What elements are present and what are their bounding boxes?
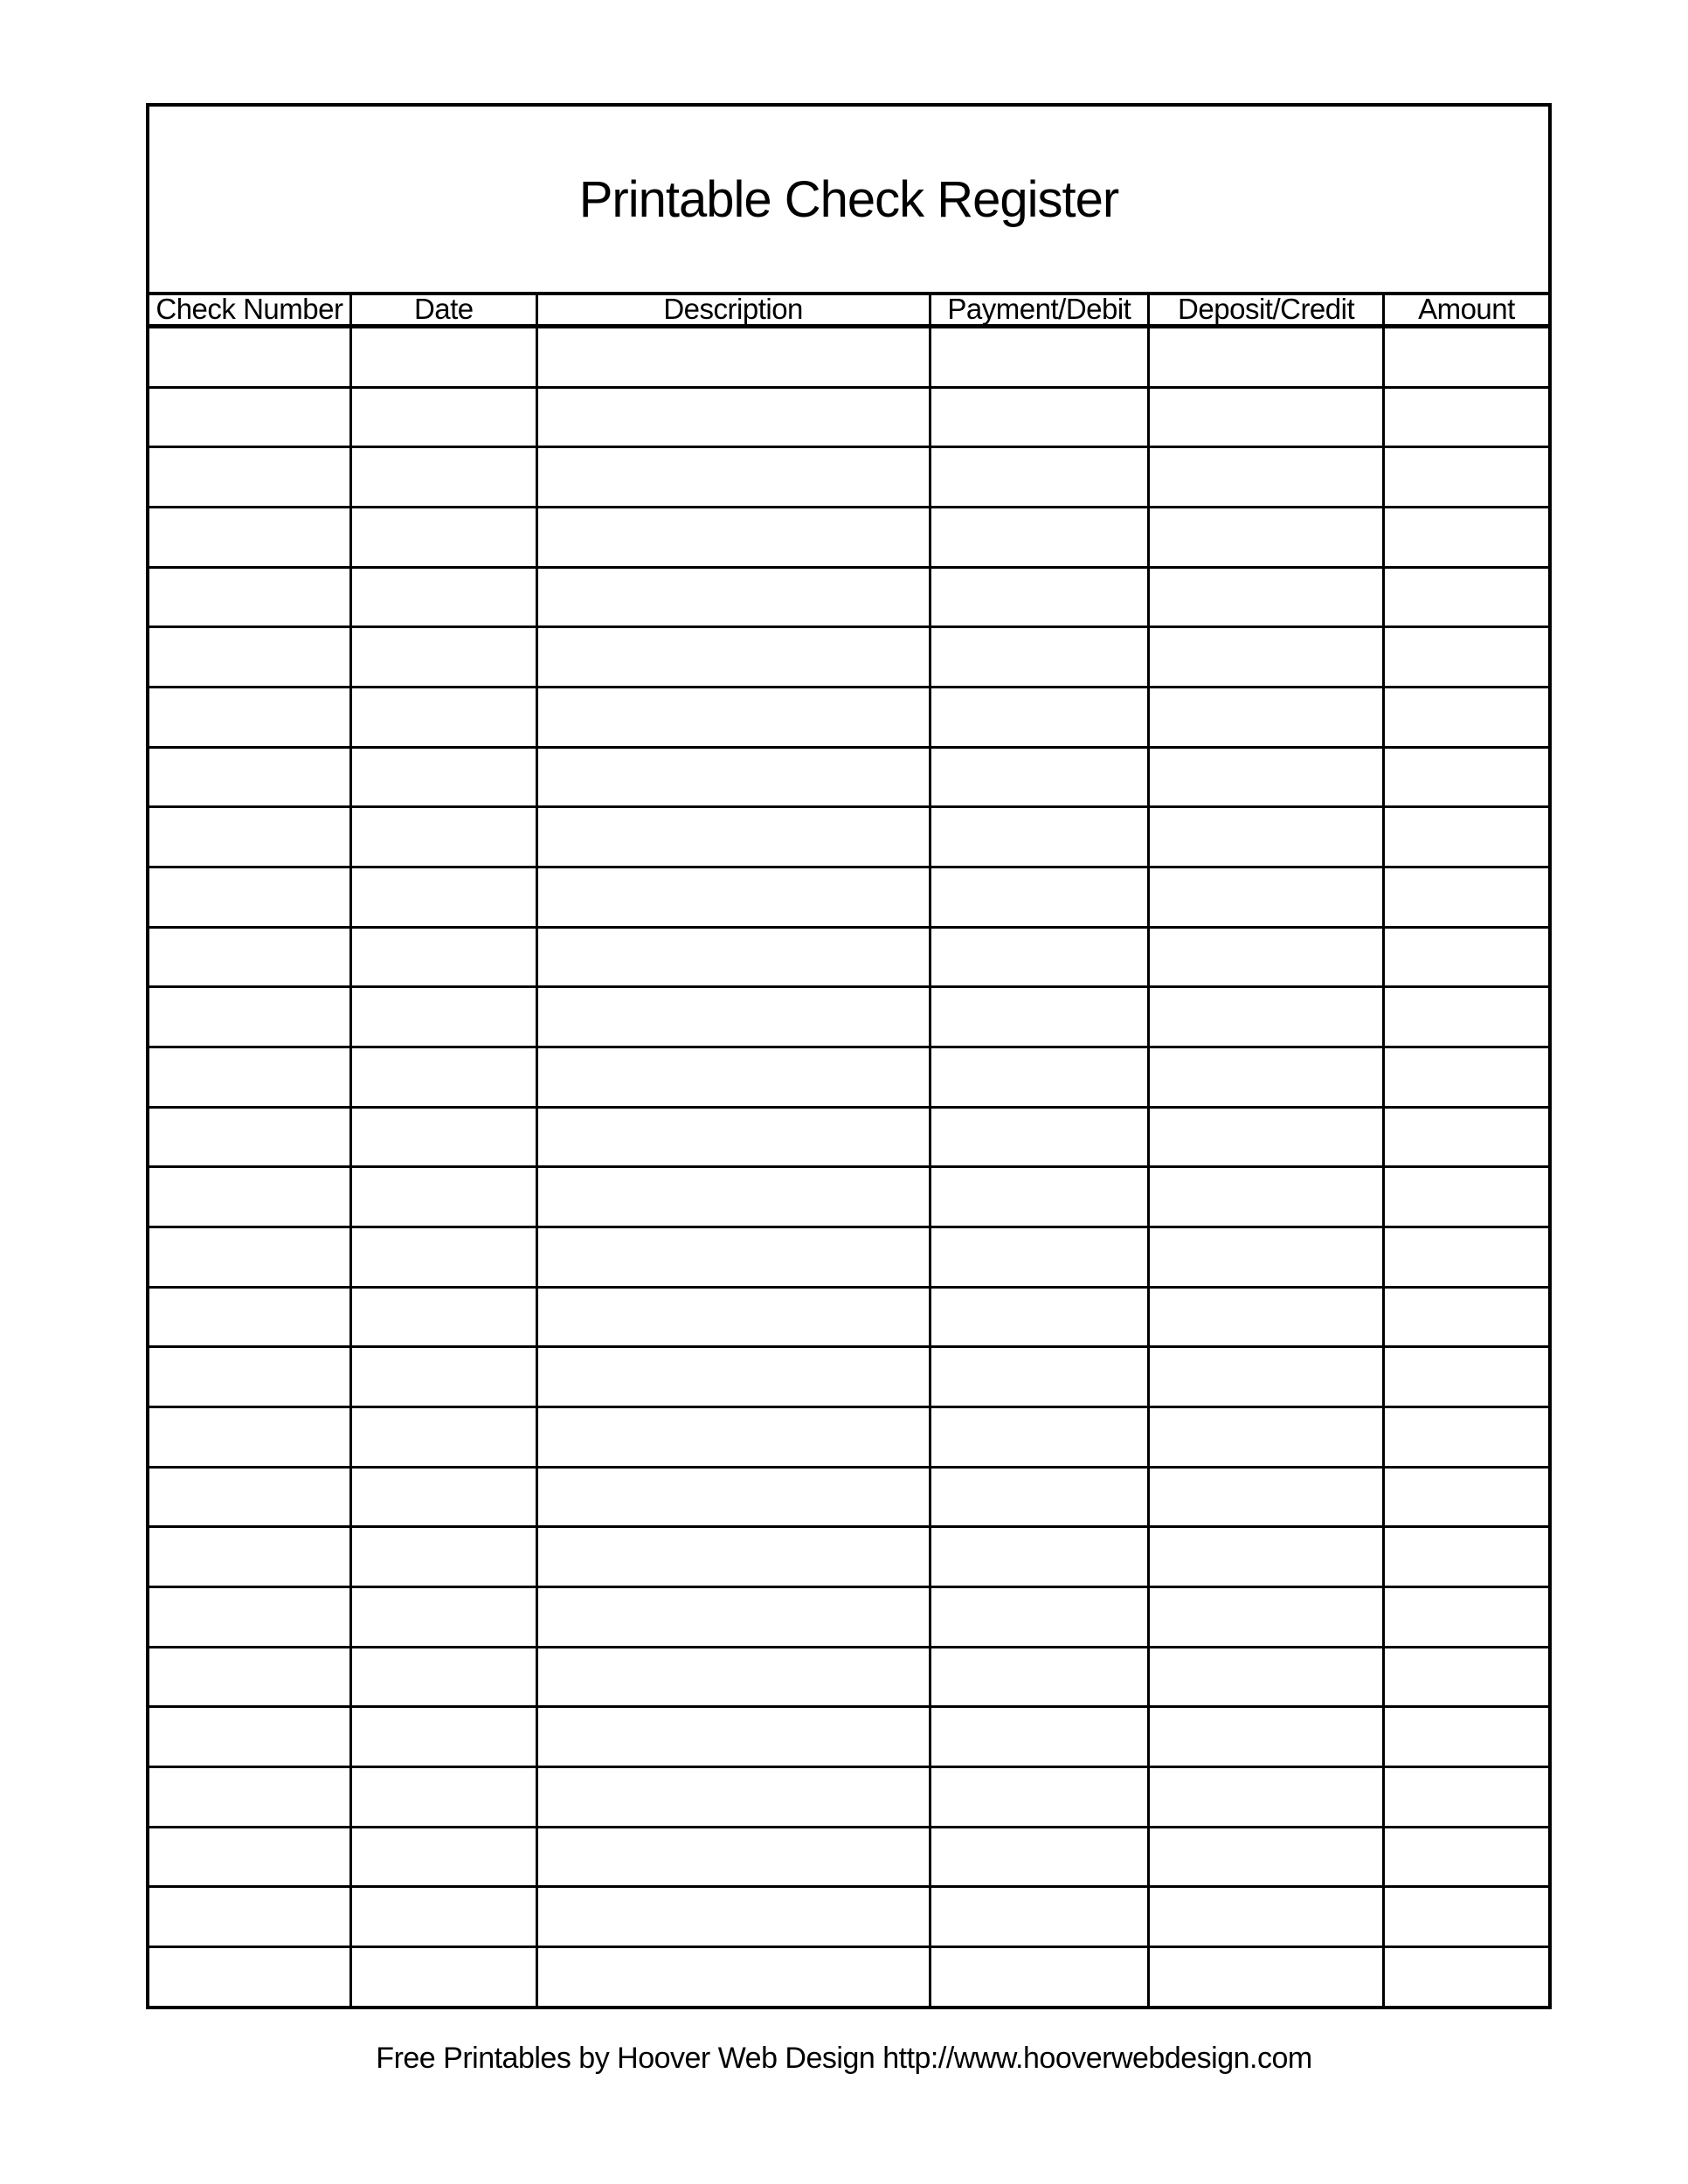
table-header-row <box>149 295 1548 328</box>
register-cell-empty <box>1385 929 1548 986</box>
register-cell-empty <box>538 1828 931 1886</box>
column-header-check-number: Check Number <box>149 295 352 324</box>
register-cell-empty <box>149 1648 352 1706</box>
register-cell-empty <box>931 1408 1151 1466</box>
register-cell-empty <box>1385 1469 1548 1526</box>
register-cell-empty <box>538 808 931 866</box>
register-cell-empty <box>931 1588 1151 1646</box>
register-cell-empty <box>538 868 931 926</box>
register-row <box>149 448 1548 508</box>
register-cell-empty <box>352 1408 538 1466</box>
register-cell-empty <box>931 448 1151 506</box>
register-cell-empty <box>931 1348 1151 1406</box>
register-cell-empty <box>149 569 352 626</box>
register-cell-empty <box>1150 808 1385 866</box>
register-cell-empty <box>352 749 538 806</box>
register-cell-empty <box>149 328 352 386</box>
register-cell-empty <box>1150 1708 1385 1766</box>
page-title: Printable Check Register <box>578 170 1119 228</box>
register-cell-empty <box>1385 1648 1548 1706</box>
register-cell-empty <box>538 1648 931 1706</box>
register-cell-empty <box>1385 508 1548 566</box>
register-cell-empty <box>149 1768 352 1826</box>
register-row <box>149 688 1548 749</box>
register-cell-empty <box>1150 749 1385 806</box>
register-row <box>149 1648 1548 1709</box>
register-row <box>149 1828 1548 1889</box>
register-cell-empty <box>538 1289 931 1346</box>
register-row <box>149 988 1548 1048</box>
register-cell-empty <box>149 1888 352 1946</box>
register-row <box>149 1228 1548 1289</box>
register-cell-empty <box>352 688 538 746</box>
register-cell-empty <box>538 1348 931 1406</box>
register-cell-empty <box>352 448 538 506</box>
register-cell-empty <box>149 1228 352 1286</box>
register-cell-empty <box>931 1469 1151 1526</box>
register-cell-empty <box>352 1228 538 1286</box>
register-cell-empty <box>538 448 931 506</box>
register-cell-empty <box>149 749 352 806</box>
register-row <box>149 1048 1548 1109</box>
register-row <box>149 1289 1548 1349</box>
register-cell-empty <box>1385 389 1548 446</box>
register-cell-empty <box>149 868 352 926</box>
register-cell-empty <box>1150 1528 1385 1586</box>
register-cell-empty <box>1150 1348 1385 1406</box>
register-cell-empty <box>931 1228 1151 1286</box>
register-cell-empty <box>538 1528 931 1586</box>
register-cell-empty <box>149 688 352 746</box>
register-row <box>149 328 1548 389</box>
register-cell-empty <box>1385 1768 1548 1826</box>
register-cell-empty <box>931 929 1151 986</box>
register-cell-empty <box>538 929 931 986</box>
register-cell-empty <box>931 1289 1151 1346</box>
register-cell-empty <box>352 1828 538 1886</box>
register-cell-empty <box>538 569 931 626</box>
register-cell-empty <box>931 1888 1151 1946</box>
register-cell-empty <box>931 808 1151 866</box>
register-cell-empty <box>931 1708 1151 1766</box>
register-row <box>149 1888 1548 1948</box>
register-cell-empty <box>1385 1048 1548 1106</box>
register-row <box>149 808 1548 868</box>
register-cell-empty <box>1385 1109 1548 1166</box>
register-cell-empty <box>1385 808 1548 866</box>
register-cell-empty <box>149 1289 352 1346</box>
register-cell-empty <box>1150 448 1385 506</box>
register-cell-empty <box>149 1168 352 1226</box>
register-cell-empty <box>149 389 352 446</box>
register-cell-empty <box>352 808 538 866</box>
register-cell-empty <box>1385 1228 1548 1286</box>
register-cell-empty <box>931 1168 1151 1226</box>
register-cell-empty <box>352 1168 538 1226</box>
register-cell-empty <box>1385 328 1548 386</box>
register-cell-empty <box>1385 988 1548 1046</box>
register-cell-empty <box>352 929 538 986</box>
register-row <box>149 1948 1548 2006</box>
register-cell-empty <box>352 1528 538 1586</box>
register-cell-empty <box>352 569 538 626</box>
register-cell-empty <box>538 688 931 746</box>
register-cell-empty <box>1150 1109 1385 1166</box>
register-cell-empty <box>352 988 538 1046</box>
register-cell-empty <box>931 868 1151 926</box>
register-row <box>149 1588 1548 1648</box>
register-cell-empty <box>538 628 931 686</box>
register-cell-empty <box>1150 988 1385 1046</box>
register-cell-empty <box>352 1888 538 1946</box>
register-cell-empty <box>1150 1948 1385 2006</box>
register-cell-empty <box>931 1048 1151 1106</box>
column-header-deposit-credit: Deposit/Credit <box>1150 295 1385 324</box>
register-row <box>149 628 1548 688</box>
register-cell-empty <box>931 628 1151 686</box>
register-cell-empty <box>1385 1828 1548 1886</box>
register-cell-empty <box>931 1828 1151 1886</box>
register-cell-empty <box>1150 1888 1385 1946</box>
register-row <box>149 508 1548 569</box>
register-cell-empty <box>1385 1348 1548 1406</box>
register-cell-empty <box>1385 1408 1548 1466</box>
register-row <box>149 569 1548 629</box>
table-body <box>149 328 1548 2006</box>
register-cell-empty <box>1385 1708 1548 1766</box>
register-cell-empty <box>1385 749 1548 806</box>
register-row <box>149 1109 1548 1169</box>
register-row <box>149 1348 1548 1408</box>
register-cell-empty <box>149 1408 352 1466</box>
register-cell-empty <box>149 1708 352 1766</box>
register-cell-empty <box>149 1588 352 1646</box>
register-row <box>149 389 1548 449</box>
register-cell-empty <box>1150 508 1385 566</box>
register-cell-empty <box>352 1048 538 1106</box>
column-header-date: Date <box>352 295 538 324</box>
register-cell-empty <box>1385 688 1548 746</box>
register-cell-empty <box>538 749 931 806</box>
register-cell-empty <box>352 1768 538 1826</box>
register-cell-empty <box>149 1469 352 1526</box>
register-row <box>149 1708 1548 1768</box>
register-row <box>149 868 1548 929</box>
register-cell-empty <box>352 1708 538 1766</box>
register-cell-empty <box>1150 328 1385 386</box>
register-cell-empty <box>931 1648 1151 1706</box>
footer-credit: Free Printables by Hoover Web Design http://www.hooverwebdesign.com <box>376 2042 1312 2075</box>
register-cell-empty <box>149 628 352 686</box>
register-cell-empty <box>352 1648 538 1706</box>
register-cell-empty <box>931 1528 1151 1586</box>
register-cell-empty <box>352 1348 538 1406</box>
register-cell-empty <box>352 508 538 566</box>
register-cell-empty <box>931 1768 1151 1826</box>
register-cell-empty <box>931 389 1151 446</box>
register-cell-empty <box>149 1048 352 1106</box>
title-box <box>149 107 1548 295</box>
register-cell-empty <box>538 1408 931 1466</box>
check-register-sheet <box>146 103 1552 2009</box>
register-cell-empty <box>931 508 1151 566</box>
register-cell-empty <box>1150 1588 1385 1646</box>
register-cell-empty <box>1385 1168 1548 1226</box>
register-cell-empty <box>1385 1528 1548 1586</box>
register-cell-empty <box>1385 628 1548 686</box>
register-cell-empty <box>1385 1588 1548 1646</box>
column-header-description: Description <box>538 295 931 324</box>
register-row <box>149 749 1548 809</box>
register-row <box>149 1168 1548 1228</box>
column-header-amount: Amount <box>1418 295 1515 324</box>
register-cell-empty <box>149 1109 352 1166</box>
register-cell-empty <box>149 1828 352 1886</box>
column-header-payment-debit: Payment/Debit <box>931 295 1151 324</box>
register-cell-empty <box>1150 688 1385 746</box>
register-cell-empty <box>1150 929 1385 986</box>
register-cell-empty <box>538 1588 931 1646</box>
register-cell-empty <box>1385 448 1548 506</box>
register-cell-empty <box>1150 1768 1385 1826</box>
register-cell-empty <box>1385 1888 1548 1946</box>
register-cell-empty <box>1150 1469 1385 1526</box>
register-cell-empty <box>1150 1828 1385 1886</box>
register-cell-empty <box>1150 389 1385 446</box>
register-cell-empty <box>1150 868 1385 926</box>
register-cell-empty <box>352 1469 538 1526</box>
register-cell-empty <box>931 749 1151 806</box>
register-cell-empty <box>1150 1408 1385 1466</box>
register-cell-empty <box>1150 1228 1385 1286</box>
register-cell-empty <box>149 1948 352 2006</box>
register-cell-empty <box>1385 569 1548 626</box>
register-cell-empty <box>149 448 352 506</box>
register-cell-empty <box>1150 1289 1385 1346</box>
register-row <box>149 929 1548 989</box>
register-cell-empty <box>931 688 1151 746</box>
register-cell-empty <box>931 569 1151 626</box>
register-cell-empty <box>538 328 931 386</box>
register-cell-empty <box>538 1948 931 2006</box>
register-cell-empty <box>538 1469 931 1526</box>
register-cell-empty <box>538 1708 931 1766</box>
register-cell-empty <box>352 628 538 686</box>
register-cell-empty <box>1385 1948 1548 2006</box>
register-cell-empty <box>931 328 1151 386</box>
register-cell-empty <box>1150 1648 1385 1706</box>
register-cell-empty <box>1385 1289 1548 1346</box>
register-cell-empty <box>149 1528 352 1586</box>
register-cell-empty <box>352 328 538 386</box>
register-cell-empty <box>1150 569 1385 626</box>
register-cell-empty <box>538 389 931 446</box>
register-cell-empty <box>538 1109 931 1166</box>
register-cell-empty <box>538 1048 931 1106</box>
register-cell-empty <box>538 1168 931 1226</box>
register-cell-empty <box>931 1948 1151 2006</box>
register-cell-empty <box>352 1109 538 1166</box>
register-cell-empty <box>149 988 352 1046</box>
register-cell-empty <box>352 1588 538 1646</box>
register-cell-empty <box>538 988 931 1046</box>
register-cell-empty <box>352 1948 538 2006</box>
register-cell-empty <box>1385 868 1548 926</box>
register-cell-empty <box>352 868 538 926</box>
register-row <box>149 1528 1548 1588</box>
register-cell-empty <box>931 988 1151 1046</box>
register-cell-empty <box>538 1768 931 1826</box>
register-cell-empty <box>1150 1048 1385 1106</box>
register-cell-empty <box>1150 1168 1385 1226</box>
register-cell-empty <box>149 508 352 566</box>
register-cell-empty <box>538 508 931 566</box>
register-cell-empty <box>149 808 352 866</box>
register-cell-empty <box>352 1289 538 1346</box>
register-cell-empty <box>149 929 352 986</box>
register-row <box>149 1408 1548 1469</box>
register-cell-empty <box>352 389 538 446</box>
register-row <box>149 1469 1548 1529</box>
register-cell-empty <box>538 1228 931 1286</box>
register-cell-empty <box>1150 628 1385 686</box>
register-row <box>149 1768 1548 1828</box>
register-cell-empty <box>149 1348 352 1406</box>
register-cell-empty <box>538 1888 931 1946</box>
register-cell-empty <box>931 1109 1151 1166</box>
